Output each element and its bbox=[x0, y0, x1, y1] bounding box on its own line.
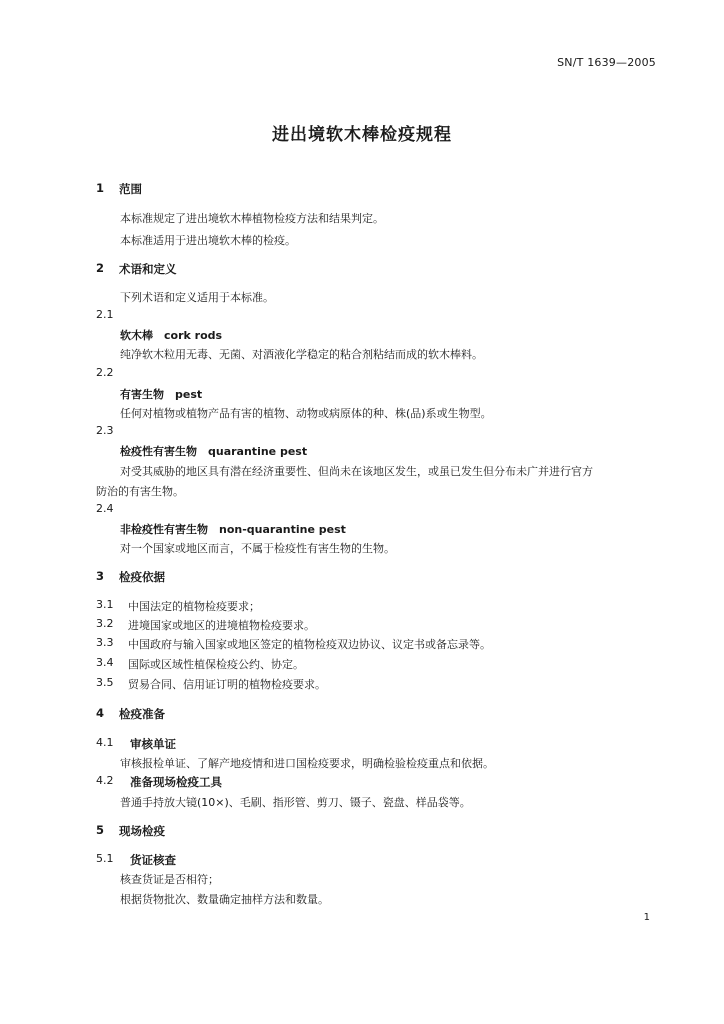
subsection-4-2-text: 普通手持放大镜(10×)、毛刷、指形管、剪刀、镊子、瓷盘、样品袋等。 bbox=[120, 796, 471, 809]
subsection-4-1-heading: 审核单证 bbox=[130, 737, 176, 751]
term-2-3-definition-cont: 防治的有害生物。 bbox=[96, 485, 184, 498]
section-1-line-2: 本标准适用于进出境软木棒的检疫。 bbox=[120, 234, 296, 247]
page-number: 1 bbox=[643, 912, 650, 923]
document-title: 进出境软木棒检疫规程 bbox=[272, 125, 452, 145]
subsection-4-2-heading: 准备现场检疫工具 bbox=[130, 775, 222, 789]
item-3-4-number: 3.4 bbox=[96, 656, 114, 669]
term-2-1-definition: 纯净软木粒用无毒、无菌、对酒液化学稳定的粘合剂粘结而成的软木棒料。 bbox=[120, 348, 483, 361]
section-5-heading: 现场检疫 bbox=[119, 824, 165, 838]
item-3-1-number: 3.1 bbox=[96, 598, 114, 611]
term-2-2-heading: 有害生物 pest bbox=[120, 388, 203, 401]
subsection-4-1-number: 4.1 bbox=[96, 736, 114, 749]
section-1-number: 1 bbox=[96, 181, 105, 195]
term-2-1-number: 2.1 bbox=[96, 308, 114, 321]
item-3-4-text: 国际或区域性植保检疫公约、协定。 bbox=[128, 658, 304, 671]
item-3-3-text: 中国政府与输入国家或地区签定的植物检疫双边协议、议定书或备忘录等。 bbox=[128, 638, 491, 651]
section-1-heading: 范围 bbox=[119, 182, 142, 196]
section-3-heading: 检疫依据 bbox=[119, 570, 165, 584]
subsection-5-1-heading: 货证核查 bbox=[130, 853, 176, 867]
section-3-number: 3 bbox=[96, 569, 105, 583]
term-2-4-number: 2.4 bbox=[96, 502, 114, 515]
term-2-3-number: 2.3 bbox=[96, 424, 114, 437]
subsection-5-1-line-2: 根据货物批次、数量确定抽样方法和数量。 bbox=[120, 893, 329, 906]
item-3-5-number: 3.5 bbox=[96, 676, 114, 689]
subsection-5-1-line-1: 核查货证是否相符； bbox=[120, 873, 219, 886]
subsection-5-1-number: 5.1 bbox=[96, 852, 114, 865]
term-2-2-number: 2.2 bbox=[96, 366, 114, 379]
term-2-1-heading: 软木棒 cork rods bbox=[120, 329, 223, 342]
item-3-1-text: 中国法定的植物检疫要求； bbox=[128, 600, 260, 613]
item-3-2-number: 3.2 bbox=[96, 617, 114, 630]
subsection-4-2-number: 4.2 bbox=[96, 774, 114, 787]
term-2-3-definition: 对受其威胁的地区具有潜在经济重要性、但尚未在该地区发生，或虽已发生但分布未广并进行官方 bbox=[120, 465, 593, 478]
subsection-4-1-text: 审核报检单证、了解产地疫情和进口国检疫要求，明确检验检疫重点和依据。 bbox=[120, 757, 494, 770]
standard-code: SN/T 1639—2005 bbox=[557, 56, 656, 69]
term-2-4-definition: 对一个国家或地区而言，不属于检疫性有害生物的生物。 bbox=[120, 542, 395, 555]
section-4-number: 4 bbox=[96, 706, 105, 720]
term-2-4-heading: 非检疫性有害生物 non-quarantine pest bbox=[120, 523, 346, 536]
section-2-number: 2 bbox=[96, 261, 105, 275]
term-2-3-heading: 检疫性有害生物 quarantine pest bbox=[120, 445, 308, 458]
section-4-heading: 检疫准备 bbox=[119, 707, 165, 721]
section-2-intro: 下列术语和定义适用于本标准。 bbox=[120, 291, 274, 304]
item-3-3-number: 3.3 bbox=[96, 636, 114, 649]
section-5-number: 5 bbox=[96, 823, 105, 837]
section-2-heading: 术语和定义 bbox=[119, 262, 177, 276]
term-2-2-definition: 任何对植物或植物产品有害的植物、动物或病原体的种、株(品)系或生物型。 bbox=[120, 407, 492, 420]
item-3-2-text: 进境国家或地区的进境植物检疫要求。 bbox=[128, 619, 315, 632]
item-3-5-text: 贸易合同、信用证订明的植物检疫要求。 bbox=[128, 678, 326, 691]
section-1-line-1: 本标准规定了进出境软木棒植物检疫方法和结果判定。 bbox=[120, 212, 384, 225]
